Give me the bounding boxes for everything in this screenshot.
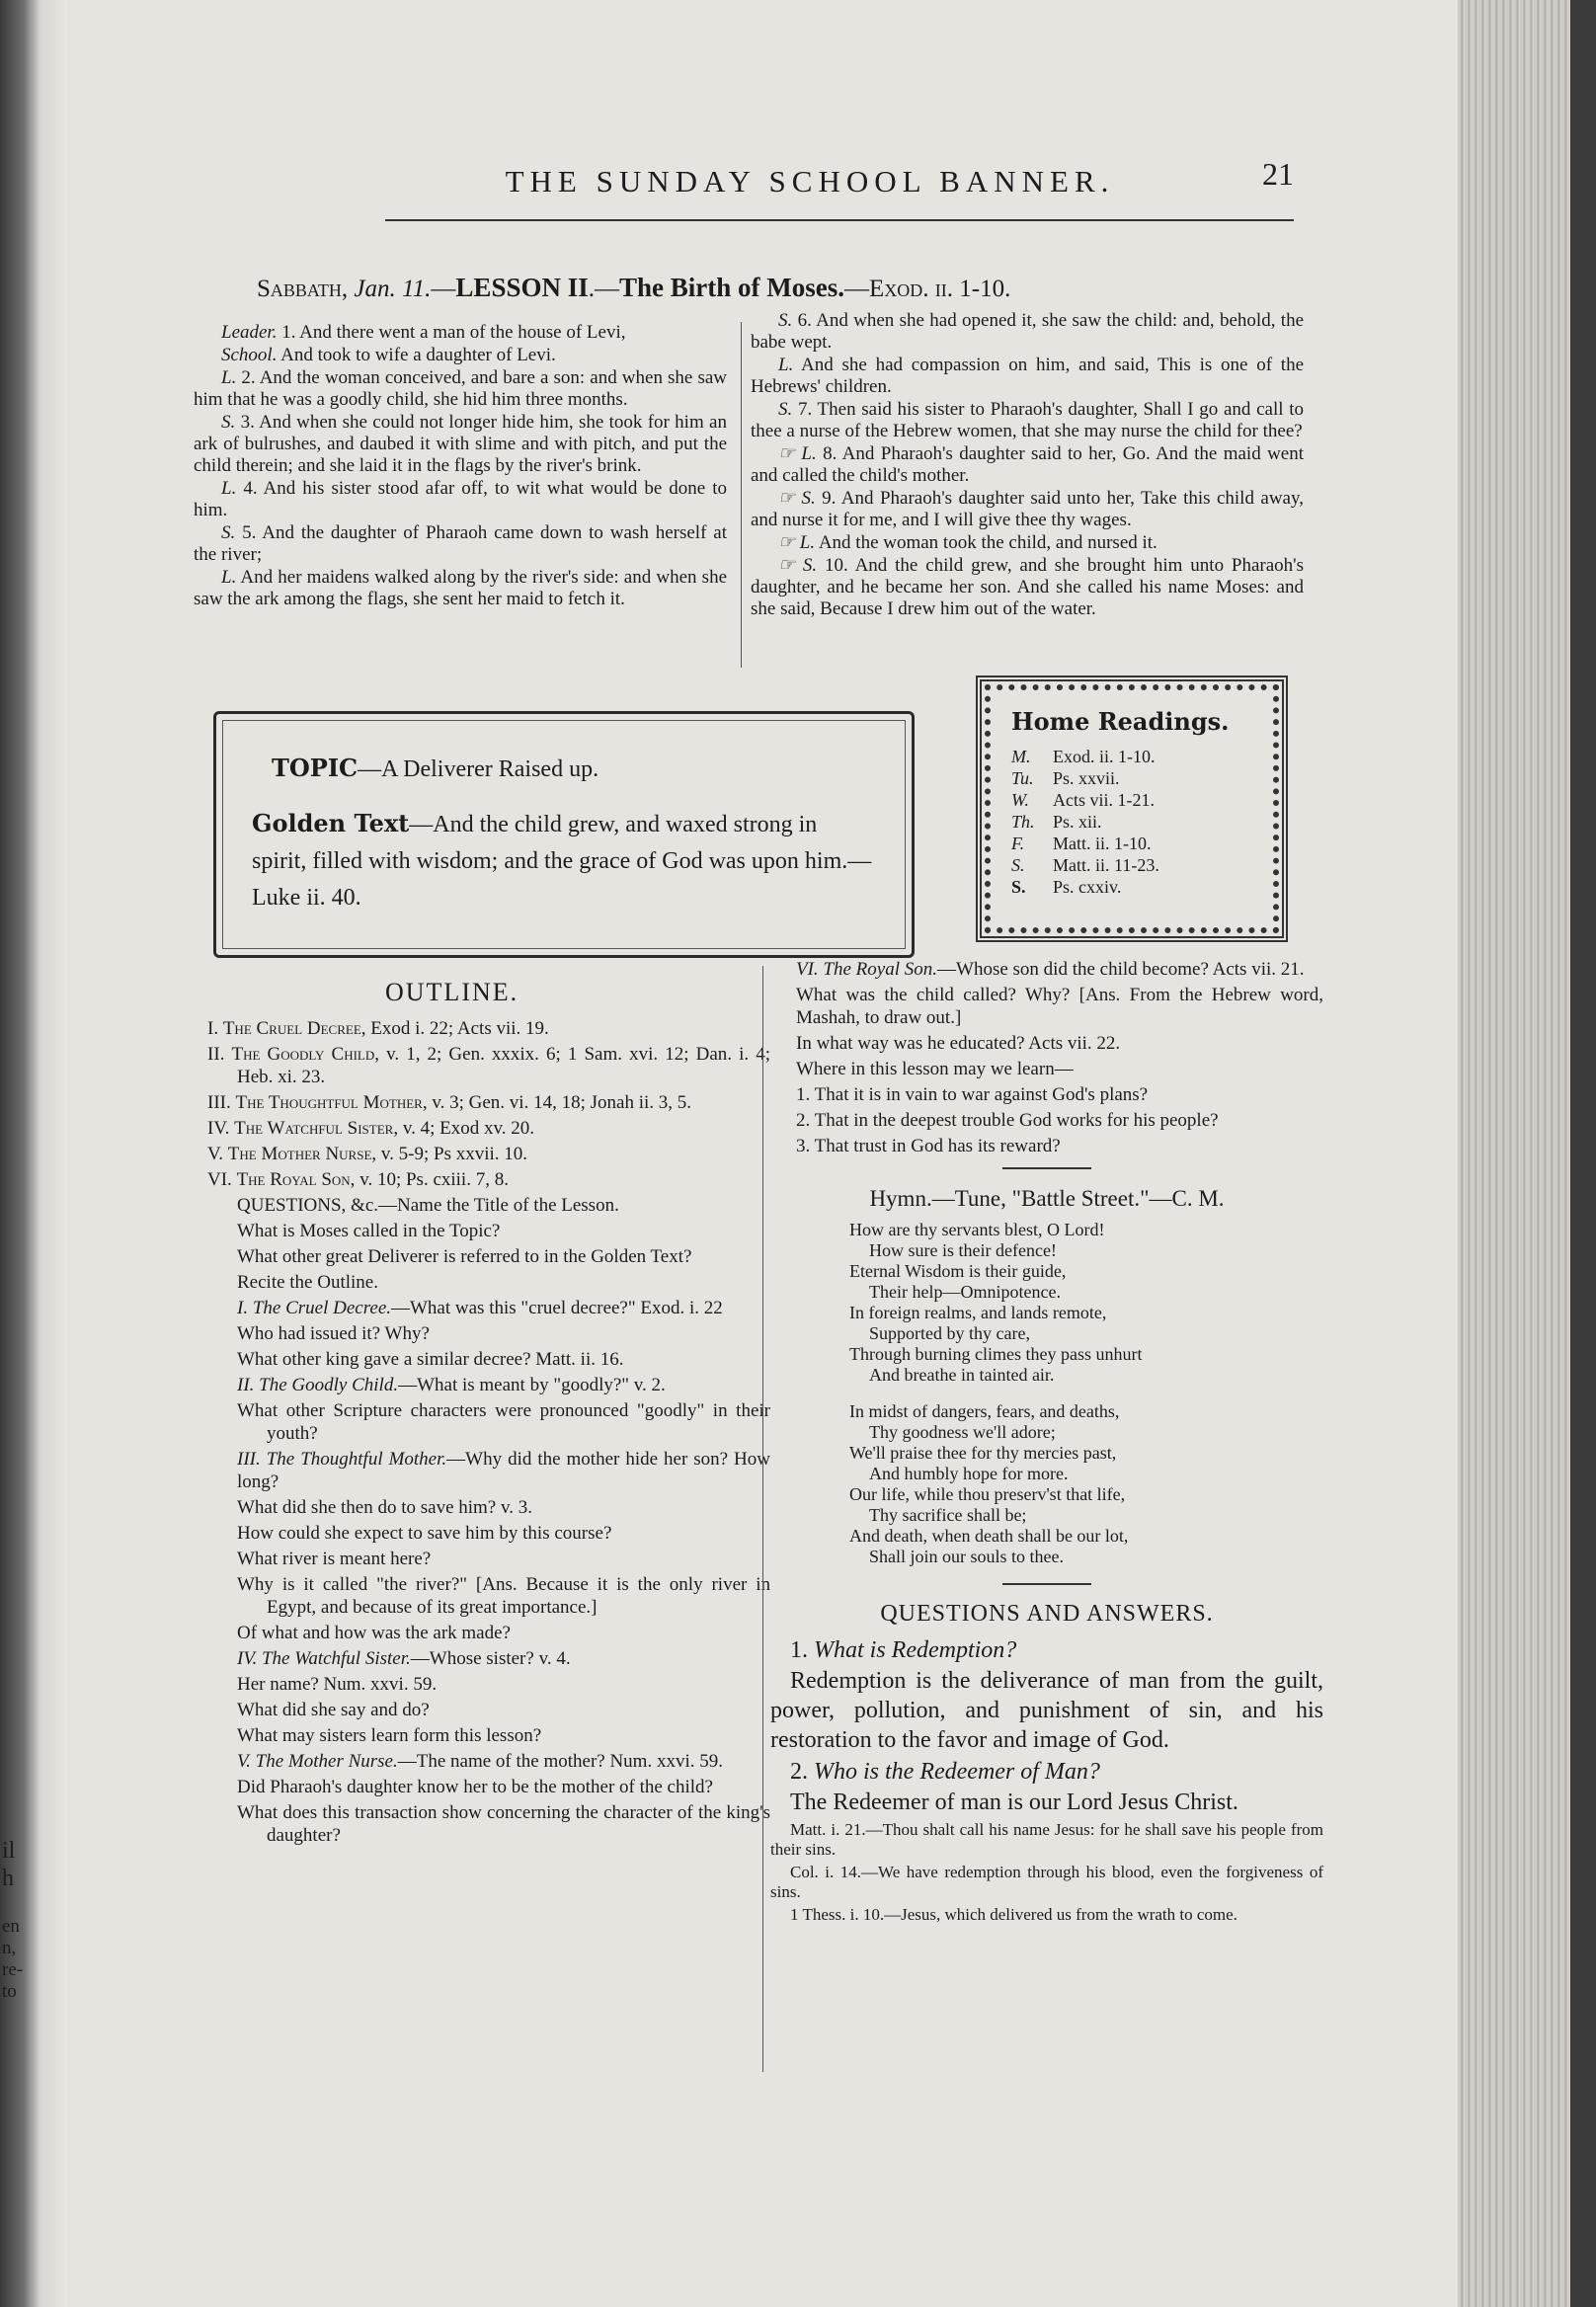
question-section: III. The Thoughtful Mother.—Why did the mother hide her son? How long? [237,1449,770,1492]
scripture-left-column [194,322,727,611]
question: Of what and how was the ark made? [237,1623,511,1643]
question: What is Moses called in the Topic? [237,1221,501,1241]
home-readings-box [976,676,1288,942]
scripture-verse: L. And she had compassion on him, and said, This is one of the Hebrews' children. [751,355,1305,397]
question-section: V. The Mother Nurse.—The name of the mother? Num. xxvi. 59. [237,1751,723,1772]
question-section: VI. The Royal Son.—Whose son did the child become? Acts vii. 21. [796,959,1305,980]
scripture-right-column [751,310,1304,621]
scripture-verse: S. 7. Then said his sister to Pharaoh's daughter, Shall I go and call to thee a nurse of the Hebrew women, that she may nurse the child for thee? [751,399,1305,441]
scripture-proof: Matt. i. 21.—Thou shalt call his name Jesus: for he shall save his people from their sins. [770,1820,1323,1859]
question: What river is meant here? [237,1549,432,1569]
question: What other Scripture characters were pronounced "goodly" in their youth? [237,1400,770,1444]
lesson-label: LESSON II [455,273,589,302]
question: What other great Deliverer is referred to in the Golden Text? [237,1246,692,1267]
right-column [770,958,1323,1928]
question-section: II. The Goodly Child.—What is meant by "goodly?" v. 2. [237,1375,666,1395]
question: Who had issued it? Why? [237,1323,430,1344]
scripture-verse: S. 5. And the daughter of Pharaoh came down to wash herself at the river; [194,522,728,565]
margin-fragments [2,1837,23,2003]
lesson-day: Sabbath, [257,276,349,302]
lesson-dash: .— [588,276,619,302]
page-number: 21 [1262,156,1294,192]
qa-answer: The Redeemer of man is our Lord Jesus Christ. [790,1790,1238,1815]
margin-fragment: il [2,1838,16,1864]
learn-item: 1. That it is in vain to war against God's plans? [796,1084,1149,1105]
scripture-verse: S. 6. And when she had opened it, she saw the child: and, behold, the babe wept. [751,310,1304,353]
topic-label: TOPIC [272,754,359,782]
topic-box [213,711,915,958]
hymn-title: Hymn.—Tune, "Battle Street."—C. M. [869,1186,1225,1211]
outline-item: II. The Goodly Child, v. 1, 2; Gen. xxxix. 6; 1 Sam. xvi. 12; Dan. i. 4; Heb. xi. 23. [207,1044,770,1087]
question: What does this transaction show concerning the character of the king's daughter? [237,1802,770,1846]
outline-title: OUTLINE. [385,978,519,1006]
right-page-edges [1458,0,1596,2307]
reading-item: S. Matt. ii. 11-23. [1011,855,1159,875]
scripture-verse: L. 4. And his sister stood afar off, to wit what would be done to him. [194,478,728,520]
scripture-verse: S. 3. And when she could not longer hide him, she took for him an ark of bulrushes, and daubed it with slime and with pitch, and put the child therein; and she laid it in the flags by the river's brink. [194,412,727,476]
question: What may sisters learn form this lesson? [237,1725,542,1746]
question: In what way was he educated? Acts vii. 22. [796,1033,1121,1054]
questions-intro: QUESTIONS, &c.—Name the Title of the Lesson. [237,1195,619,1216]
golden-text-body: —And the child grew, and waxed strong in spirit, filled with wisdom; and the grace of God was upon him.—Luke ii. 40. [252,812,872,911]
reading-item: F. Matt. ii. 1-10. [1011,834,1152,853]
scripture-proof: Col. i. 14.—We have redemption through his blood, even the forgiveness of sins. [770,1863,1323,1901]
outline-item: III. The Thoughtful Mother, v. 3; Gen. vi. 14, 18; Jonah ii. 3, 5. [207,1092,692,1113]
qa-question: 2. Who is the Redeemer of Man? [790,1759,1100,1785]
scripture-verse: ☞ L. And the woman took the child, and nursed it. [778,532,1157,553]
scripture-verse: ☞ S. 10. And the child grew, and she brought him unto Pharaoh's daughter, and he became her son. And she called his name Moses: and she said, Because I drew him out of the water. [751,555,1304,619]
hymn-text [770,1220,1323,1567]
question-section: IV. The Watchful Sister.—Whose sister? v. 4. [237,1648,571,1669]
scripture-verse: School. And took to wife a daughter of Levi. [221,345,556,365]
scripture-proof: 1 Thess. i. 10.—Jesus, which delivered us from the wrath to come. [790,1905,1237,1924]
topic-line [272,754,598,783]
margin-fragment: en [2,1916,20,1937]
outline-column [207,1017,770,1850]
golden-text-label: Golden Text [252,809,410,837]
question: Why is it called "the river?" [Ans. Because it is the only river in Egypt, and because of its great importance.] [237,1574,770,1618]
question: Did Pharaoh's daughter know her to be the mother of the child? [237,1777,713,1797]
margin-fragment: to [2,1981,17,2002]
scripture-verse: L. And her maidens walked along by the river's side: and when she saw the ark among the flags, she sent her maid to fetch it. [194,567,727,609]
scripture-verse: L. 2. And the woman conceived, and bare a son: and when she saw him that he was a goodly child, she hid him three months. [194,367,727,410]
topic-text: —A Deliverer Raised up. [358,756,599,782]
reading-item: Tu. Ps. xxvii. [1011,768,1120,788]
column-divider [741,322,742,668]
hymn-stanza: How are thy servants blest, O Lord! How sure is their defence! Eternal Wisdom is their guide, Their help—Omnipotence. In foreign realms, and lands remote, Supported by thy care, Through burning climes they pass unhurt And breathe in tainted air. [849,1220,1143,1385]
scripture-verse: Leader. 1. And there went a man of the house of Levi, [221,322,626,343]
qa-title: QUESTIONS AND ANSWERS. [880,1601,1214,1627]
home-readings-title: Home Readings. [1011,707,1230,736]
outline-item: VI. The Royal Son, v. 10; Ps. cxiii. 7, 8. [207,1169,509,1190]
learn-item: 2. That in the deepest trouble God works for his people? [796,1110,1219,1131]
column-divider [762,966,763,2072]
learn-intro: Where in this lesson may we learn— [796,1059,1074,1079]
question: What did she then do to save him? v. 3. [237,1497,533,1518]
scripture-verse: ☞ L. 8. And Pharaoh's daughter said to her, Go. And the maid went and called the child's mother. [751,443,1304,486]
lesson-name: The Birth of Moses. [619,273,844,302]
margin-fragment: h [2,1866,14,1891]
section-rule [1002,1583,1091,1585]
lesson-title [257,273,1010,303]
reading-item: Th. Ps. xii. [1011,812,1102,832]
outline-item: IV. The Watchful Sister, v. 4; Exod xv. 20. [207,1118,534,1139]
lesson-dash: — [431,276,456,302]
question: What did she say and do? [237,1700,430,1720]
scripture-verse: ☞ S. 9. And Pharaoh's daughter said unto her, Take this child away, and nurse it for me, and I will give thee thy wages. [751,488,1304,530]
qa-question: 1. What is Redemption? [790,1637,1017,1663]
margin-fragment: n, [2,1938,17,1958]
reading-item: W. Acts vii. 1-21. [1011,790,1155,810]
question: What other king gave a similar decree? Matt. ii. 16. [237,1349,624,1370]
lesson-reference: —Exod. ii. 1-10. [843,276,1011,302]
question-section: I. The Cruel Decree.—What was this "cruel decree?" Exod. i. 22 [237,1298,723,1318]
question: Her name? Num. xxvi. 59. [237,1674,438,1695]
outline-item: I. The Cruel Decree, Exod i. 22; Acts vii. 19. [207,1018,549,1039]
hymn-stanza: In midst of dangers, fears, and deaths, Thy goodness we'll adore; We'll praise thee for thy mercies past, And humbly hope for more. Our life, while thou preserv'st that life, Thy sacrifice shall be; And death, when death shall be our lot, Shall join our souls to thee. [849,1401,1129,1566]
qa-answer: Redemption is the deliverance of man from the guilt, power, pollution, and punishment of sin, and his restoration to the favor and image of God. [770,1668,1323,1753]
reading-item: S. Ps. cxxiv. [1011,877,1122,897]
section-rule [1002,1167,1091,1169]
golden-text [252,805,874,916]
learn-item: 3. That trust in God has its reward? [796,1136,1061,1156]
question: How could she expect to save him by this course? [237,1523,612,1544]
lesson-date: Jan. 11. [354,276,432,302]
reading-item: M. Exod. ii. 1-10. [1011,747,1156,766]
running-header: THE SUNDAY SCHOOL BANNER. [505,164,1115,199]
question: What was the child called? Why? [Ans. From the Hebrew word, Mashah, to draw out.] [796,985,1323,1028]
margin-fragment: re- [2,1959,24,1980]
question: Recite the Outline. [237,1272,378,1293]
header-rule [385,219,1294,221]
outline-item: V. The Mother Nurse, v. 5-9; Ps xxvii. 10. [207,1144,528,1164]
